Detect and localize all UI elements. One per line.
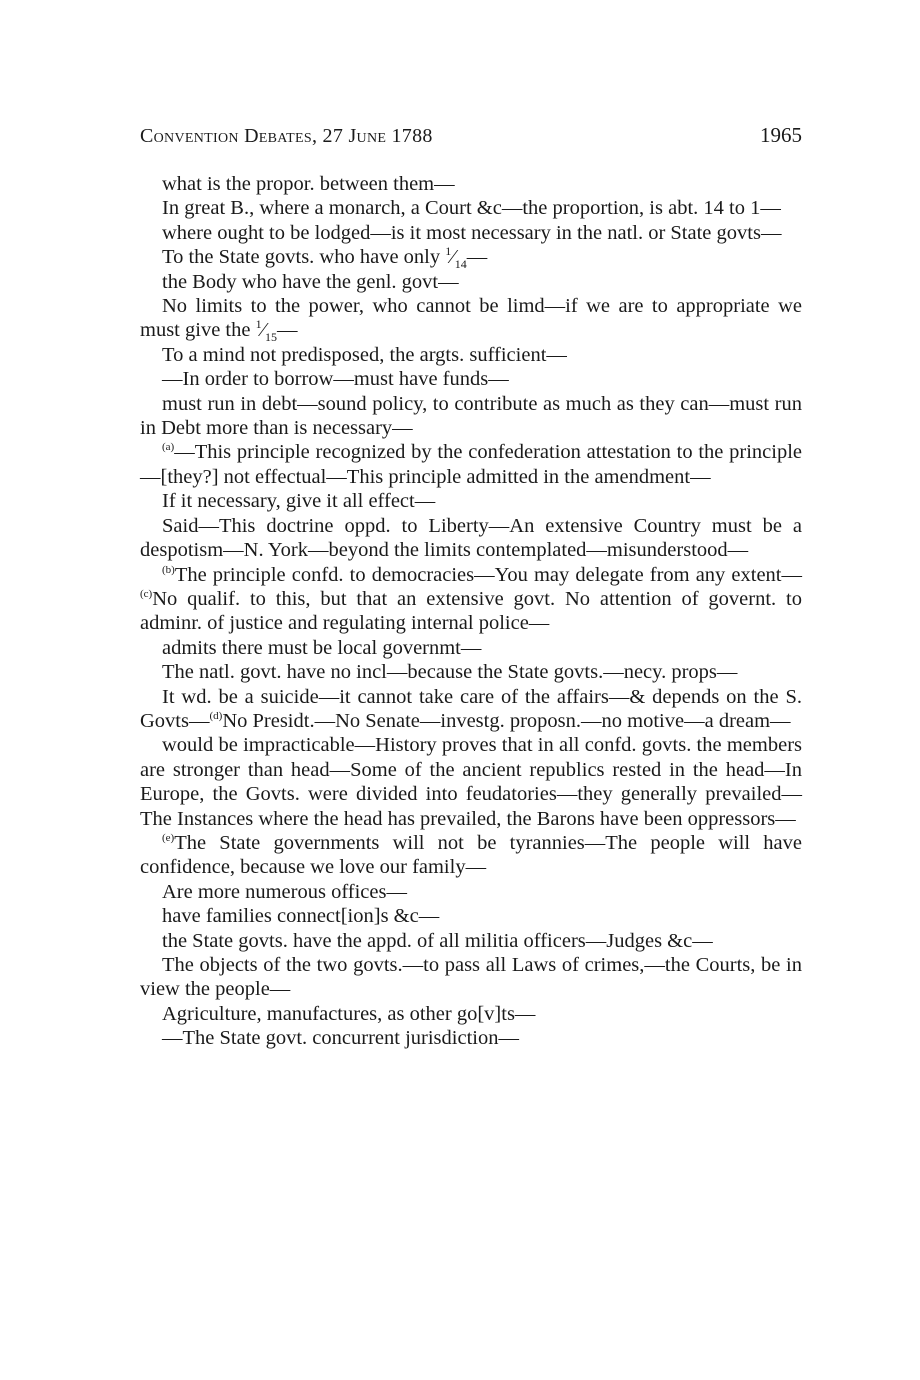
paragraph: Said—This doctrine oppd. to Liberty—An extensive Country must be a despotism—N. York—beyond the limits contemplated—misunderstood— <box>140 514 802 562</box>
paragraph: admits there must be local governmt— <box>162 636 482 659</box>
note-marker: (e) <box>162 832 175 845</box>
paragraph: Agriculture, manufactures, as other go[v]ts— <box>162 1002 536 1025</box>
paragraph: what is the propor. between them— <box>162 173 455 195</box>
page-number: 1965 <box>760 123 802 147</box>
paragraph: —In order to borrow—must have funds— <box>162 368 509 391</box>
paragraph: If it necessary, give it all effect— <box>162 490 436 513</box>
paragraph: the State govts. have the appd. of all militia officers—Judges &c— <box>162 929 713 952</box>
paragraph: have families connect[ion]s &c— <box>162 905 440 928</box>
paragraph: It wd. be a suicide—it cannot take care of the affairs—& depends on the S. Govts—$^{(d)}$No Presidt.—No Senate—investg. proposn.—no motive—a dream— <box>140 685 802 732</box>
paragraph: The objects of the two govts.—to pass all Laws of crimes,—the Courts, be in view the people— <box>140 954 802 1001</box>
paragraph: The natl. govt. have no incl—because the State govts.—necy. props— <box>162 661 738 684</box>
paragraph: $^{(e)}$The State governments will not be tyrannies—The people will have confidence, because we love our family— <box>140 831 802 879</box>
paragraph: $^{(a)}$—This principle recognized by the confederation attestation to the principle—[they?] not effectual—This principle admitted in the amendment— <box>140 441 802 488</box>
paragraph: must run in debt—sound policy, to contribute as much as they can—must run in Debt more than is necessary— <box>140 392 802 440</box>
paragraph: would be impracticable—History proves that in all confd. govts. the members are stronger than head—Some of the ancient republics rested in the head—In Europe, the Govts. were divided into feudatories—they generally prevailed—The Instances where the head has prevailed, the Barons have been oppressors— <box>140 734 802 830</box>
paragraph: No limits to the power, who cannot be limd—if we are to appropriate we must give the $^1⁄_{15}—$ <box>140 295 802 345</box>
fraction: $^1⁄_{15}$ <box>255 317 278 345</box>
paragraph: To a mind not predisposed, the argts. sufficient— <box>162 343 567 366</box>
paragraph: Are more numerous offices— <box>162 880 407 903</box>
paragraph: —The State govt. concurrent jurisdiction— <box>162 1027 519 1050</box>
page-header <box>140 122 802 149</box>
note-marker: (b) <box>162 563 175 576</box>
paragraph: To the State govts. who have only $^1⁄_{14}—$ <box>162 244 488 272</box>
paragraph: In great B., where a monarch, a Court &c—the proportion, is abt. 14 to 1— <box>162 197 781 220</box>
document-body <box>140 172 802 1051</box>
note-marker: (d) <box>209 710 223 723</box>
paragraph: the Body who have the genl. govt— <box>162 270 459 293</box>
running-head: Convention Debates, 27 June 1788 <box>140 125 433 147</box>
paragraph: $^{(b)}$The principle confd. to democracies—You may delegate from any extent—$^{(c)}$No qualif. to this, but that an extensive govt. No attention of governt. to adminr. of justice and regulating internal police— <box>140 563 802 635</box>
fraction: $^1⁄_{14}$ <box>445 244 467 272</box>
note-marker: (c) <box>140 588 153 601</box>
paragraph: where ought to be lodged—is it most necessary in the natl. or State govts— <box>162 221 782 244</box>
note-marker: (a) <box>162 441 175 454</box>
